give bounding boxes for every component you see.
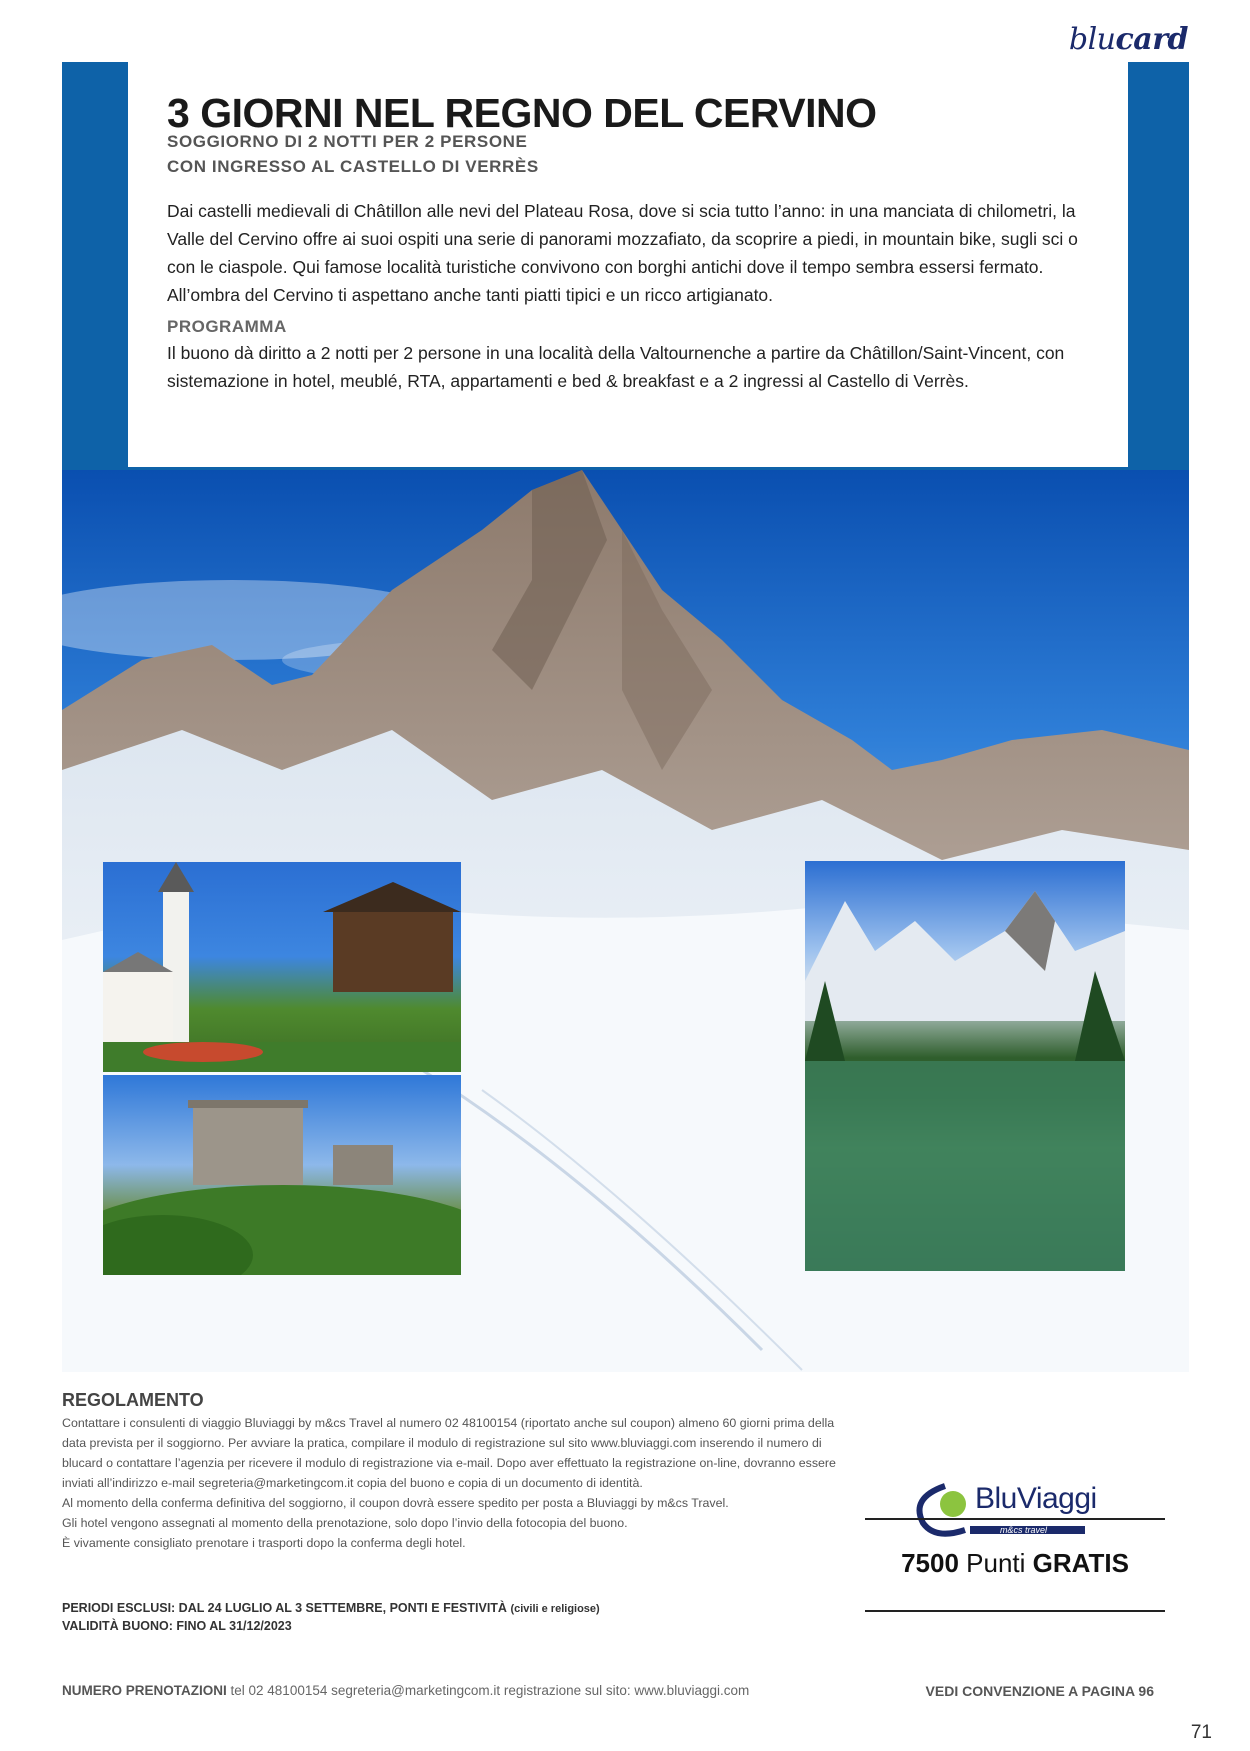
regolamento-heading: REGOLAMENTO (62, 1390, 204, 1410)
logo-tagline: m&cs travel (1000, 1525, 1048, 1535)
divider-bottom (865, 1610, 1165, 1612)
brand-part1: blu (1068, 22, 1116, 57)
intro-text: Dai castelli medievali di Châtillon alle nevi del Plateau Rosa, dove si scia tutto l’anno: in una manciata di chilometri, la Valle del Cervino offre ai suoi ospiti una serie di panorami mozzafiato, da scoprire a piedi, in mountain bike, sugli sci o con le ciaspole. Qui famose località turistiche convivono con borghi antichi dove il tempo sembra essersi fermato. All’ombra del Cervino ti aspettano anche tanti piatti tipici e un ricco artigianato. (167, 201, 1078, 305)
page-number: 71 (1190, 1722, 1212, 1743)
regolamento-text (62, 1413, 842, 1553)
lake-cervino-photo (805, 861, 1125, 1271)
periodi-note: (civili e religiose) (510, 1603, 600, 1615)
points-price (865, 1548, 1165, 1579)
footer-details: tel 02 48100154 segreteria@marketingcom.it registrazione sul sito: www.bluviaggi.com (230, 1683, 750, 1698)
page-title: 3 GIORNI NEL REGNO DEL CERVINO (167, 90, 877, 136)
regolamento-paragraph: Al momento della conferma definitiva del soggiorno, il coupon dovrà essere spedito per posta a Bluviaggi by m&cs Travel. (62, 1496, 729, 1510)
programma-heading: PROGRAMMA (167, 317, 287, 336)
bluviaggi-logo (905, 1468, 1145, 1548)
points-gratis: GRATIS (1032, 1548, 1129, 1578)
village-church-photo (103, 862, 461, 1072)
logo-name: BluViaggi (975, 1482, 1097, 1515)
footer-label: NUMERO PRENOTAZIONI (62, 1683, 227, 1698)
brand-part2: card (1115, 22, 1188, 57)
hero-mountain-image (62, 470, 1189, 1372)
lake-photo-illustration (805, 861, 1125, 1271)
points-amount: 7500 (901, 1548, 959, 1578)
periodi-main: PERIODI ESCLUSI: DAL 24 LUGLIO AL 3 SETTEMBRE, PONTI E FESTIVITÀ (62, 1601, 507, 1615)
periodi-esclusi (62, 1600, 600, 1635)
validita-buono: VALIDITÀ BUONO: FINO AL 31/12/2023 (62, 1619, 292, 1633)
regolamento-paragraph: Contattare i consulenti di viaggio Bluviaggi by m&cs Travel al numero 02 48100154 (riportato anche sul coupon) almeno 60 giorni prima della data prevista per il soggiorno. Per avviare la pratica, compilare il modulo di registrazione sul sito www.bluviaggi.com inserendo il numero di blucard o contattare l’agenzia per ricevere il modulo di registrazione via e-mail. Dopo aver effettuato la registrazione on-line, dovranno essere inviati all’indirizzo e-mail segreteria@marketingcom.it copia del buono e copia di un documento di identità. (62, 1416, 836, 1490)
subtitle-line-1: SOGGIORNO DI 2 NOTTI PER 2 PERSONE (167, 132, 528, 151)
divider-top (865, 1518, 1165, 1520)
brand-logo (1069, 22, 1188, 57)
regolamento-paragraph: Gli hotel vengono assegnati al momento della prenotazione, solo dopo l’invio della fotocopia del buono. (62, 1516, 628, 1530)
subtitle-line-2: CON INGRESSO AL CASTELLO DI VERRÈS (167, 157, 539, 176)
footer-convenzione: VEDI CONVENZIONE A PAGINA 96 (925, 1683, 1154, 1699)
info-card (128, 62, 1128, 467)
castle-photo-illustration (103, 1075, 461, 1275)
footer-booking (62, 1683, 749, 1698)
programma-text: Il buono dà diritto a 2 notti per 2 persone in una località della Valtournenche a partire da Châtillon/Saint-Vincent, con sistemazione in hotel, meublé, RTA, appartamenti e bed & breakfast e a 2 ingressi al Castello di Verrès. (167, 343, 1065, 391)
village-photo-illustration (103, 862, 461, 1072)
castle-verres-photo (103, 1075, 461, 1275)
points-label: Punti (966, 1548, 1026, 1578)
regolamento-paragraph: È vivamente consigliato prenotare i trasporti dopo la conferma degli hotel. (62, 1536, 466, 1550)
